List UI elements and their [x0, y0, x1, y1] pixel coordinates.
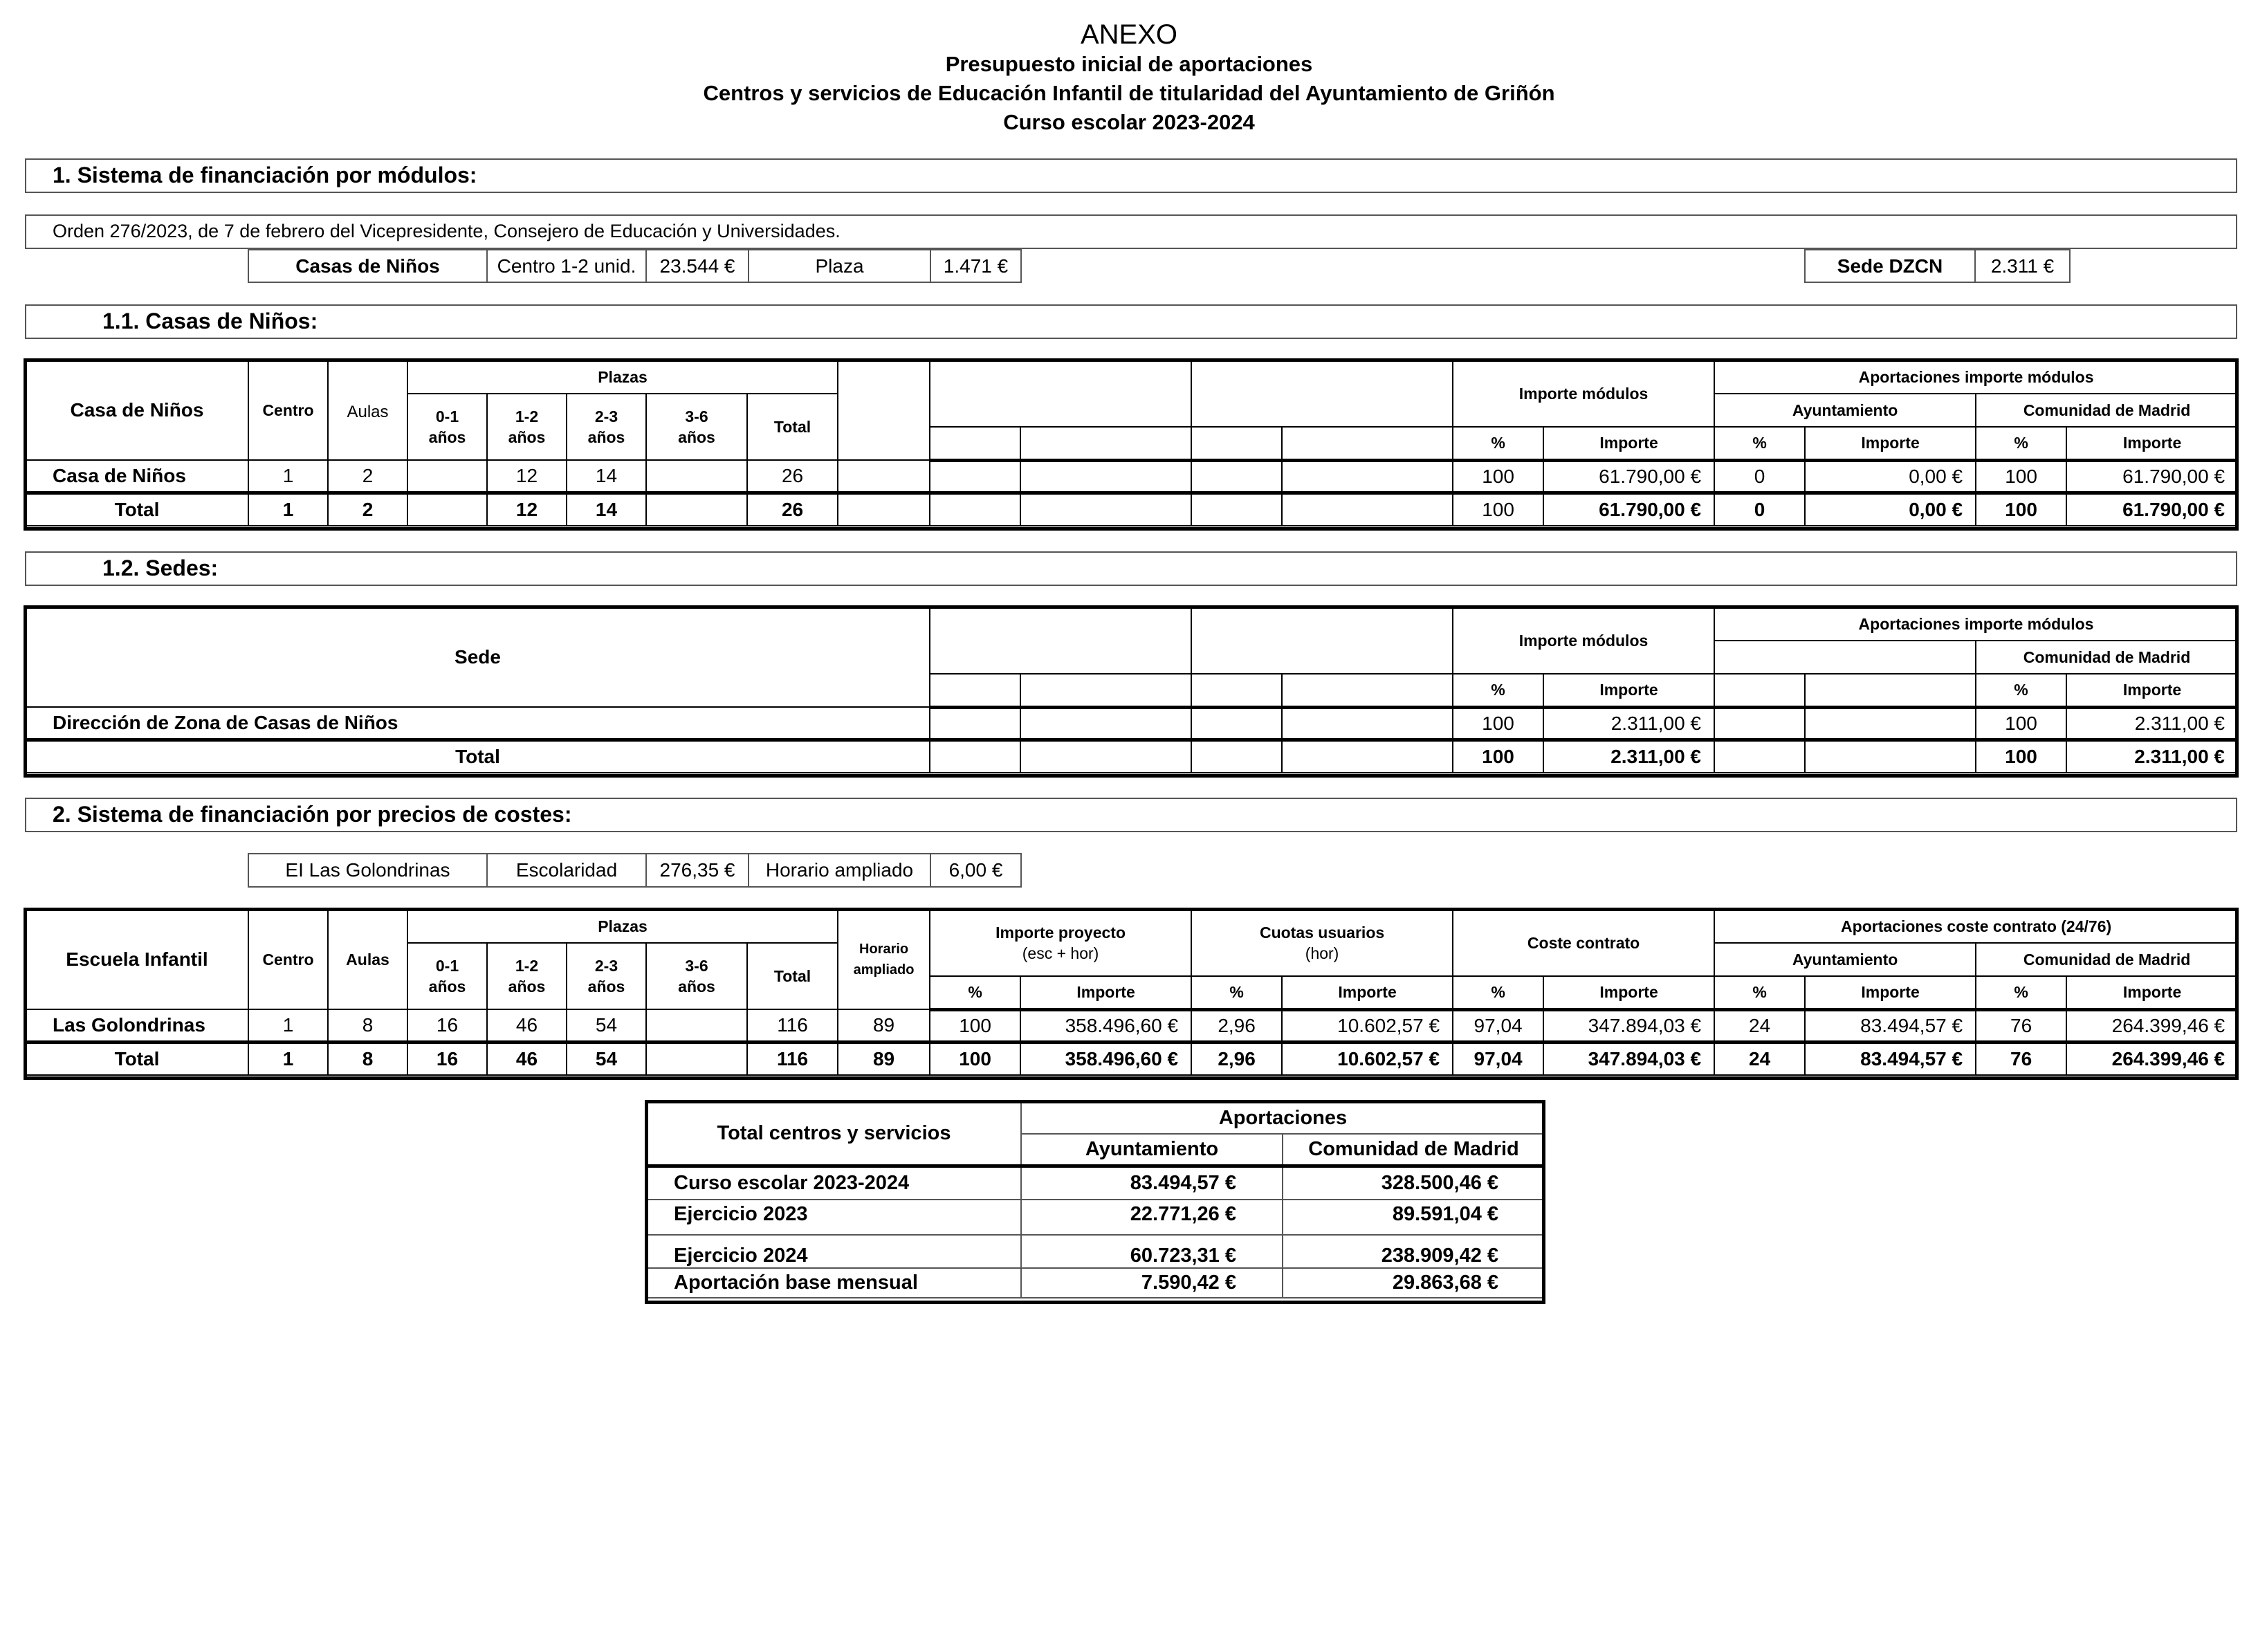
total-horario: 89 [838, 1042, 930, 1075]
summary-row-cm: 328.500,46 € [1283, 1166, 1545, 1200]
header-comunidad: Comunidad de Madrid [1976, 943, 2238, 976]
total-ay-pct: 24 [1714, 1042, 1805, 1075]
row-cm-imp: 2.311,00 € [2066, 707, 2238, 740]
total-cu-imp: 10.602,57 € [1282, 1042, 1453, 1075]
row-ay-pct: 0 [1714, 460, 1805, 493]
empty-cell [1714, 641, 1976, 674]
total-ay-pct: 0 [1714, 493, 1805, 526]
total-centro: 1 [248, 493, 328, 526]
header-pct: % [1714, 976, 1805, 1009]
summary-row-ay: 83.494,57 € [1021, 1166, 1283, 1200]
header-age-36: 3-6 años [646, 394, 747, 460]
total-p12: 12 [487, 493, 567, 526]
casas-label: Casas de Niños [248, 250, 487, 282]
row-p23: 14 [567, 460, 646, 493]
empty-cell [1020, 707, 1191, 740]
row-total: 26 [747, 460, 838, 493]
summary-row-cm: 238.909,42 € [1283, 1235, 1545, 1268]
empty-header [930, 607, 1191, 674]
row-name: Las Golondrinas [26, 1009, 248, 1042]
empty-cell [1191, 707, 1282, 740]
summary-row-label: Ejercicio 2023 [647, 1200, 1021, 1235]
row-pr-pct: 100 [930, 1009, 1020, 1042]
row-p12: 12 [487, 460, 567, 493]
empty-cell [1020, 674, 1191, 707]
header-cuotas: Cuotas usuarios (hor) [1191, 910, 1453, 976]
row-horario: 89 [838, 1009, 930, 1042]
total-name: Total [26, 1042, 248, 1075]
section-12-title: 1.2. Sedes: [25, 551, 2237, 586]
header-importe-modulos: Importe módulos [1453, 360, 1714, 427]
escuela-infantil-table [25, 909, 2239, 1076]
row-aulas: 2 [328, 460, 407, 493]
row-cu-imp: 10.602,57 € [1282, 1009, 1453, 1042]
total-p23: 14 [567, 493, 646, 526]
header-importe: Importe [2066, 427, 2238, 460]
header-importe: Importe [1543, 976, 1714, 1009]
empty-cell [1282, 674, 1453, 707]
header-importe: Importe [1543, 674, 1714, 707]
anexo-title: ANEXO [1080, 19, 1178, 50]
header-importe: Importe [2066, 976, 2238, 1009]
row-im-pct: 100 [1453, 460, 1543, 493]
sede-params [1804, 249, 2071, 283]
header-total: Total [747, 394, 838, 460]
header-age-12: 1-2 años [487, 394, 567, 460]
header-total: Total [747, 943, 838, 1009]
total-ay-imp: 0,00 € [1805, 493, 1976, 526]
empty-cell [1282, 493, 1453, 526]
header-ayuntamiento: Ayuntamiento [1714, 394, 1976, 427]
empty-cell [1020, 493, 1191, 526]
section-2-title: 2. Sistema de financiación por precios de costes: [25, 798, 2237, 832]
header-line-1: Presupuesto inicial de aportaciones [945, 52, 1313, 76]
row-co-imp: 347.894,03 € [1543, 1009, 1714, 1042]
sede-value: 2.311 € [1975, 250, 2070, 282]
row-cm-pct: 100 [1976, 707, 2066, 740]
empty-cell [1191, 674, 1282, 707]
empty-cell [930, 493, 1020, 526]
row-aulas: 8 [328, 1009, 407, 1042]
horario-label: Horario ampliado [749, 854, 930, 887]
total-row [26, 1042, 2238, 1075]
section-1-params [248, 249, 1022, 283]
empty-cell [1020, 427, 1191, 460]
summary-row-ay: 60.723,31 € [1021, 1235, 1283, 1268]
total-aulas: 8 [328, 1042, 407, 1075]
empty-cell [930, 460, 1020, 493]
header-pct: % [930, 976, 1020, 1009]
header-pct: % [1191, 976, 1282, 1009]
header-line-3: Curso escolar 2023-2024 [1003, 110, 1255, 134]
total-p01 [407, 493, 487, 526]
total-aulas: 2 [328, 493, 407, 526]
total-cm-pct: 100 [1976, 493, 2066, 526]
total-cm-imp: 61.790,00 € [2066, 493, 2238, 526]
document-header [0, 19, 2258, 137]
summary-row-ay: 22.771,26 € [1021, 1200, 1283, 1235]
row-cm-pct: 100 [1976, 460, 2066, 493]
table-row [26, 707, 2238, 740]
total-pr-pct: 100 [930, 1042, 1020, 1075]
total-row [26, 740, 2238, 773]
row-cm-imp: 264.399,46 € [2066, 1009, 2238, 1042]
empty-cell [930, 674, 1020, 707]
header-importe: Importe [2066, 674, 2238, 707]
row-name: Dirección de Zona de Casas de Niños [26, 707, 930, 740]
empty-cell [1805, 674, 1976, 707]
row-p36 [646, 1009, 747, 1042]
summary-title: Total centros y servicios [647, 1102, 1021, 1166]
header-centro: Centro [248, 360, 328, 460]
total-im-pct: 100 [1453, 493, 1543, 526]
row-p23: 54 [567, 1009, 646, 1042]
total-cm-imp: 264.399,46 € [2066, 1042, 2238, 1075]
empty-cell [930, 740, 1020, 773]
row-cu-pct: 2,96 [1191, 1009, 1282, 1042]
plaza-value: 1.471 € [930, 250, 1021, 282]
empty-header [930, 360, 1191, 427]
header-proyecto: Importe proyecto (esc + hor) [930, 910, 1191, 976]
summary-row-label: Ejercicio 2024 [647, 1235, 1021, 1268]
empty-cell [1191, 427, 1282, 460]
total-cm-imp: 2.311,00 € [2066, 740, 2238, 773]
empty-col [838, 360, 930, 460]
total-cm-pct: 100 [1976, 740, 2066, 773]
header-comunidad: Comunidad de Madrid [1976, 641, 2238, 674]
total-name: Total [26, 493, 248, 526]
horario-value: 6,00 € [930, 854, 1021, 887]
row-p01: 16 [407, 1009, 487, 1042]
total-co-imp: 347.894,03 € [1543, 1042, 1714, 1075]
header-importe-modulos: Importe módulos [1453, 607, 1714, 674]
summary-row [647, 1200, 1545, 1235]
section-2-params [248, 853, 1022, 888]
casas-ninos-table [25, 360, 2239, 526]
header-age-36: 3-6 años [646, 943, 747, 1009]
escolaridad-label: Escolaridad [487, 854, 646, 887]
total-im-imp: 61.790,00 € [1543, 493, 1714, 526]
total-im-imp: 2.311,00 € [1543, 740, 1714, 773]
table-row [26, 460, 2238, 493]
row-im-imp: 2.311,00 € [1543, 707, 1714, 740]
empty-cell [1191, 740, 1282, 773]
summary-aportaciones: Aportaciones [1021, 1102, 1545, 1134]
total-p01: 16 [407, 1042, 487, 1075]
header-pct: % [1976, 976, 2066, 1009]
total-total: 116 [747, 1042, 838, 1075]
empty-cell [1282, 740, 1453, 773]
total-p12: 46 [487, 1042, 567, 1075]
empty-header [1191, 607, 1453, 674]
header-aportaciones: Aportaciones importe módulos [1714, 607, 2238, 641]
row-ay-imp: 83.494,57 € [1805, 1009, 1976, 1042]
header-centro: Centro [248, 910, 328, 1009]
summary-row-label: Aportación base mensual [647, 1268, 1021, 1298]
header-pct: % [1453, 427, 1543, 460]
empty-cell [1282, 460, 1453, 493]
empty-cell [1191, 493, 1282, 526]
summary-row-ay: 7.590,42 € [1021, 1268, 1283, 1298]
header-escuela: Escuela Infantil [26, 910, 248, 1009]
empty-cell [1282, 707, 1453, 740]
table-row [26, 1009, 2238, 1042]
total-centro: 1 [248, 1042, 328, 1075]
empty-cell [1714, 674, 1805, 707]
row-cm-pct: 76 [1976, 1009, 2066, 1042]
header-horario: Horario ampliado [838, 910, 930, 1009]
row-total: 116 [747, 1009, 838, 1042]
plaza-label: Plaza [749, 250, 930, 282]
header-line-2: Centros y servicios de Educación Infantil de titularidad del Ayuntamiento de Griñón [703, 81, 1555, 105]
empty-cell [1714, 707, 1805, 740]
header-aulas: Aulas [328, 910, 407, 1009]
empty-cell [838, 493, 930, 526]
header-importe: Importe [1020, 976, 1191, 1009]
row-centro: 1 [248, 1009, 328, 1042]
row-ay-imp: 0,00 € [1805, 460, 1976, 493]
summary-row-cm: 29.863,68 € [1283, 1268, 1545, 1298]
header-pct: % [1976, 427, 2066, 460]
summary-row [647, 1268, 1545, 1298]
empty-cell [1282, 427, 1453, 460]
summary-row-cm: 89.591,04 € [1283, 1200, 1545, 1235]
summary-ayuntamiento: Ayuntamiento [1021, 1134, 1283, 1166]
total-p36 [646, 493, 747, 526]
header-comunidad: Comunidad de Madrid [1976, 394, 2238, 427]
empty-cell [930, 707, 1020, 740]
sede-label: Sede DZCN [1805, 250, 1975, 282]
total-p23: 54 [567, 1042, 646, 1075]
empty-cell [1714, 740, 1805, 773]
row-cm-imp: 61.790,00 € [2066, 460, 2238, 493]
empty-cell [1020, 460, 1191, 493]
summary-comunidad: Comunidad de Madrid [1283, 1134, 1545, 1166]
total-pr-imp: 358.496,60 € [1020, 1042, 1191, 1075]
row-p01 [407, 460, 487, 493]
header-pct: % [1976, 674, 2066, 707]
total-cu-pct: 2,96 [1191, 1042, 1282, 1075]
header-ayuntamiento: Ayuntamiento [1714, 943, 1976, 976]
header-plazas: Plazas [407, 360, 838, 394]
row-im-imp: 61.790,00 € [1543, 460, 1714, 493]
empty-cell [1805, 740, 1976, 773]
ei-label: EI Las Golondrinas [248, 854, 487, 887]
header-age-12: 1-2 años [487, 943, 567, 1009]
centro-label: Centro 1-2 unid. [487, 250, 646, 282]
total-p36 [646, 1042, 747, 1075]
section-11-title: 1.1. Casas de Niños: [25, 304, 2237, 339]
row-p12: 46 [487, 1009, 567, 1042]
header-pct: % [1453, 976, 1543, 1009]
header-pct: % [1714, 427, 1805, 460]
centro-value: 23.544 € [646, 250, 749, 282]
header-plazas: Plazas [407, 910, 838, 943]
row-name: Casa de Niños [26, 460, 248, 493]
total-ay-imp: 83.494,57 € [1805, 1042, 1976, 1075]
total-row [26, 493, 2238, 526]
header-age-23: 2-3 años [567, 394, 646, 460]
row-ay-pct: 24 [1714, 1009, 1805, 1042]
header-aportaciones: Aportaciones coste contrato (24/76) [1714, 910, 2238, 943]
header-importe: Importe [1805, 427, 1976, 460]
total-total: 26 [747, 493, 838, 526]
header-importe: Importe [1282, 976, 1453, 1009]
header-casa: Casa de Niños [26, 360, 248, 460]
escolaridad-value: 276,35 € [646, 854, 749, 887]
header-aportaciones: Aportaciones importe módulos [1714, 360, 2238, 394]
row-im-pct: 100 [1453, 707, 1543, 740]
orden-reference: Orden 276/2023, de 7 de febrero del Vicepresidente, Consejero de Educación y Universidades. [25, 214, 2237, 249]
header-age-01: 0-1 años [407, 943, 487, 1009]
header-sede: Sede [26, 607, 930, 707]
header-aulas: Aulas [328, 360, 407, 460]
header-coste: Coste contrato [1453, 910, 1714, 976]
empty-cell [1805, 707, 1976, 740]
sedes-table [25, 607, 2239, 773]
total-im-pct: 100 [1453, 740, 1543, 773]
header-age-01: 0-1 años [407, 394, 487, 460]
section-1-title: 1. Sistema de financiación por módulos: [25, 158, 2237, 193]
row-centro: 1 [248, 460, 328, 493]
header-pct: % [1453, 674, 1543, 707]
total-co-pct: 97,04 [1453, 1042, 1543, 1075]
summary-row-label: Curso escolar 2023-2024 [647, 1166, 1021, 1200]
empty-header [1191, 360, 1453, 427]
empty-cell [838, 460, 930, 493]
summary-row [647, 1166, 1545, 1200]
summary-row [647, 1235, 1545, 1268]
total-cm-pct: 76 [1976, 1042, 2066, 1075]
total-name: Total [26, 740, 930, 773]
empty-cell [1191, 460, 1282, 493]
row-pr-imp: 358.496,60 € [1020, 1009, 1191, 1042]
empty-cell [1020, 740, 1191, 773]
row-co-pct: 97,04 [1453, 1009, 1543, 1042]
header-importe: Importe [1805, 976, 1976, 1009]
row-p36 [646, 460, 747, 493]
empty-cell [930, 427, 1020, 460]
header-importe: Importe [1543, 427, 1714, 460]
summary-table [646, 1101, 1545, 1298]
header-age-23: 2-3 años [567, 943, 646, 1009]
